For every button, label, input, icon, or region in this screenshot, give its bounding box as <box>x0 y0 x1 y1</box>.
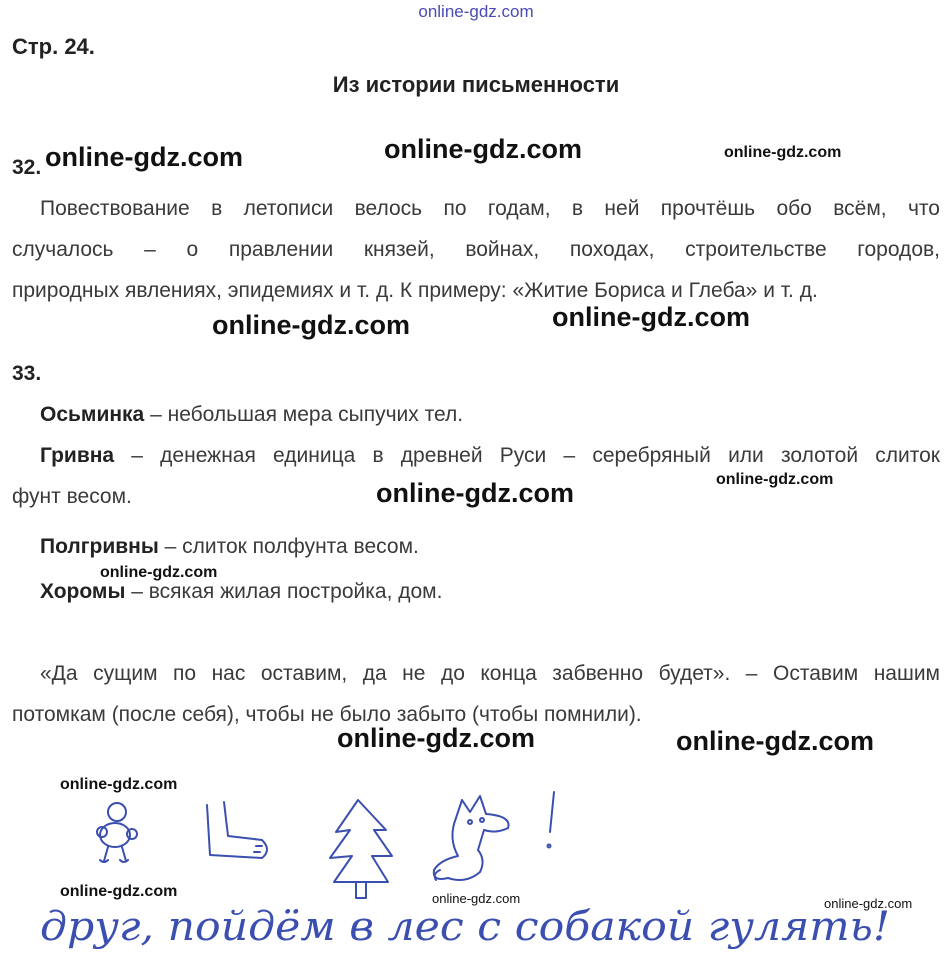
top-watermark: online-gdz.com <box>418 2 534 21</box>
exclamation-icon <box>548 792 555 848</box>
watermark: online-gdz.com <box>45 142 243 172</box>
quote-line-1: «Да сущим по нас оставим, да не до конца забвенно будет». – Оставим нашим <box>40 662 940 685</box>
task-32-number: 32. <box>12 156 42 179</box>
watermark: online-gdz.com <box>432 891 521 906</box>
tree-icon <box>330 800 392 898</box>
page-reference: Стр. 24. <box>12 34 95 59</box>
watermark: online-gdz.com <box>676 726 874 756</box>
watermark: online-gdz.com <box>384 134 582 164</box>
handwritten-answer: друг, пойдём в лес с собакой гулять! <box>40 904 890 950</box>
term-osminka: Осьминка <box>40 403 145 426</box>
definition-osminka <box>40 394 463 435</box>
watermark: online-gdz.com <box>724 144 842 161</box>
task-32-line-1: Повествование в летописи велось по годам, в ней прочтёшь обо всём, что <box>40 197 940 220</box>
boot-icon <box>207 802 267 858</box>
def-grivna: – денежная единица в древней Руси – серебряный или золотой слиток <box>114 444 940 467</box>
grivna-line-2: фунт весом. <box>12 485 132 508</box>
def-khoromy: – всякая жилая постройка, дом. <box>125 580 443 603</box>
quote-line-2: потомкам (после себя), чтобы не было забыто (чтобы помнили). <box>12 703 642 726</box>
watermark: online-gdz.com <box>552 302 750 332</box>
watermark: online-gdz.com <box>337 723 535 753</box>
child-icon <box>97 803 137 862</box>
term-khoromy: Хоромы <box>40 580 126 603</box>
watermark: online-gdz.com <box>212 310 410 340</box>
task-32-line-2: случалось – о правлении князей, войнах, походах, строительстве городов, <box>12 238 940 261</box>
task-32-text <box>12 188 940 311</box>
term-grivna: Гривна <box>40 444 115 467</box>
task-32-line-3: природных явлениях, эпидемиях и т. д. К примеру: «Житие Бориса и Глеба» и т. д. <box>12 279 818 302</box>
watermark: online-gdz.com <box>716 471 834 488</box>
task-33-number: 33. <box>12 362 42 385</box>
watermark: online-gdz.com <box>376 478 574 508</box>
rebus-drawing <box>0 760 952 963</box>
watermark: online-gdz.com <box>100 564 218 581</box>
watermark: online-gdz.com <box>60 776 178 793</box>
page-title: Из истории письменности <box>332 72 620 97</box>
watermark: online-gdz.com <box>824 896 913 911</box>
grivna-line-1 <box>12 435 940 476</box>
term-polgrivny: Полгривны <box>40 535 159 558</box>
dog-icon <box>434 796 509 880</box>
definition-polgrivny <box>40 526 419 567</box>
watermark: online-gdz.com <box>60 883 178 900</box>
def-polgrivny: – слиток полфунта весом. <box>158 535 419 558</box>
def-osminka: – небольшая мера сыпучих тел. <box>144 403 464 426</box>
